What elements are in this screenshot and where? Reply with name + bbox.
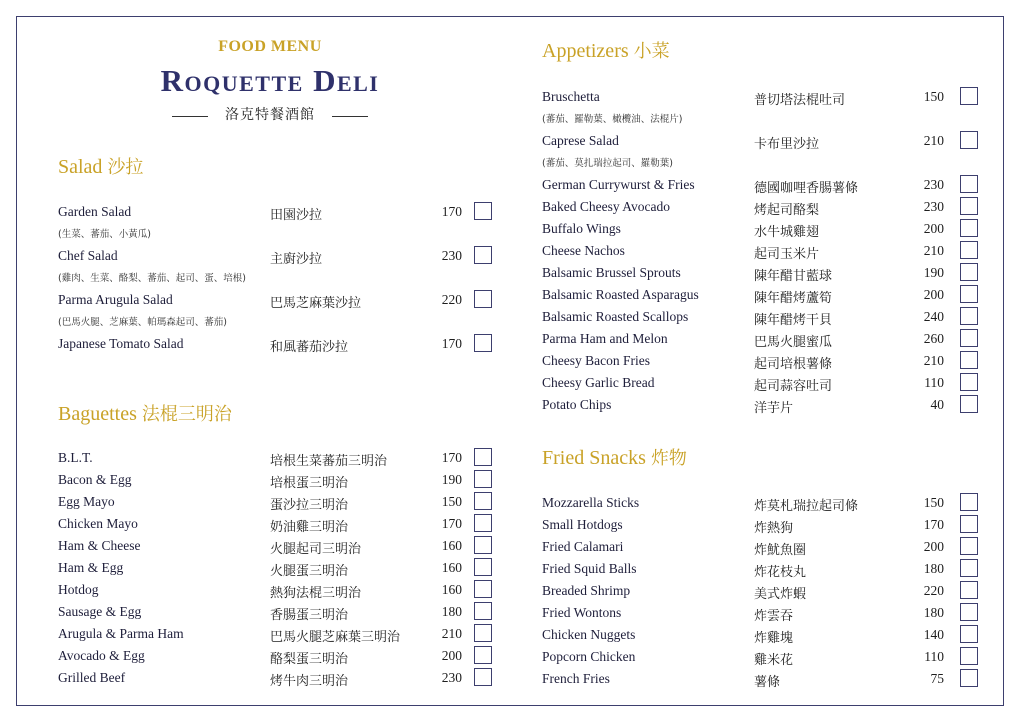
- item-name-en: Balsamic Roasted Asparagus: [542, 287, 699, 302]
- item-name-zh: 起司玉米片: [754, 247, 820, 262]
- item-price: 150: [923, 89, 944, 104]
- item-price: 110: [924, 649, 944, 664]
- item-name-zh: 水牛城雞翅: [754, 225, 820, 240]
- order-checkbox[interactable]: [474, 290, 492, 308]
- item-price: 200: [923, 221, 944, 236]
- order-checkbox[interactable]: [960, 197, 978, 215]
- item-name-zh: 起司培根薯條: [754, 357, 833, 372]
- divider-right: [332, 116, 368, 117]
- item-price: 150: [441, 494, 462, 509]
- item-description: (生菜、蕃茄、小黃瓜): [58, 229, 151, 240]
- item-name-zh: 炸熱狗: [754, 521, 794, 536]
- order-checkbox[interactable]: [960, 263, 978, 281]
- menu-item: [542, 353, 982, 373]
- item-name-en: Fried Calamari: [542, 539, 624, 554]
- item-name-zh: 培根生菜蕃茄三明治: [270, 454, 388, 469]
- order-checkbox[interactable]: [960, 669, 978, 687]
- menu-item: [58, 204, 498, 240]
- item-price: 210: [923, 133, 944, 148]
- food-menu-label: FOOD MENU: [218, 38, 322, 55]
- item-price: 40: [930, 397, 944, 412]
- item-name-zh: 炸雲吞: [754, 609, 794, 624]
- item-name-en: Small Hotdogs: [542, 517, 623, 532]
- order-checkbox[interactable]: [474, 668, 492, 686]
- item-name-en: French Fries: [542, 671, 610, 686]
- order-checkbox[interactable]: [960, 625, 978, 643]
- item-name-en: Chicken Nuggets: [542, 627, 636, 642]
- item-name-en: Buffalo Wings: [542, 221, 621, 236]
- order-checkbox[interactable]: [474, 624, 492, 642]
- item-name-zh: 田園沙拉: [270, 208, 323, 223]
- item-name-zh: 蛋沙拉三明治: [270, 498, 349, 513]
- menu-item: [542, 397, 982, 417]
- item-name-zh: 炸花枝丸: [754, 565, 807, 580]
- order-checkbox[interactable]: [960, 175, 978, 193]
- order-checkbox[interactable]: [960, 351, 978, 369]
- section-title-en: Salad: [58, 156, 103, 178]
- item-price: 230: [923, 199, 944, 214]
- item-price: 170: [923, 517, 944, 532]
- item-description: (雞肉、生菜、酪梨、蕃茄、起司、蛋、培根): [58, 273, 246, 284]
- menu-item: [58, 560, 498, 580]
- menu-item: [58, 648, 498, 668]
- menu-item: [542, 561, 982, 581]
- item-price: 200: [923, 287, 944, 302]
- menu-item: [58, 604, 498, 624]
- section-title-salad: [58, 153, 143, 179]
- menu-item: [58, 670, 498, 690]
- section-title-zh: 沙拉: [107, 157, 144, 178]
- item-price: 75: [930, 671, 944, 686]
- item-name-zh: 德國咖哩香腸薯條: [754, 181, 859, 196]
- order-checkbox[interactable]: [474, 246, 492, 264]
- item-price: 230: [441, 248, 462, 263]
- section-title-appetizers: [542, 37, 670, 63]
- menu-item: [542, 583, 982, 603]
- item-name-zh: 烤牛肉三明治: [270, 674, 349, 689]
- item-price: 160: [441, 560, 462, 575]
- item-price: 170: [441, 516, 462, 531]
- item-name-zh: 培根蛋三明治: [270, 476, 349, 491]
- item-price: 160: [441, 538, 462, 553]
- menu-item: [542, 671, 982, 691]
- order-checkbox[interactable]: [960, 307, 978, 325]
- item-name-en: Balsamic Brussel Sprouts: [542, 265, 681, 280]
- order-checkbox[interactable]: [474, 514, 492, 532]
- menu-item: [58, 494, 498, 514]
- menu-item: [542, 221, 982, 241]
- item-name-zh: 火腿起司三明治: [270, 542, 362, 557]
- item-price: 210: [923, 243, 944, 258]
- item-name-en: Avocado & Egg: [58, 648, 145, 663]
- item-name-en: Grilled Beef: [58, 670, 126, 685]
- order-checkbox[interactable]: [960, 559, 978, 577]
- menu-item: [542, 517, 982, 537]
- order-checkbox[interactable]: [960, 241, 978, 259]
- item-name-zh: 美式炸蝦: [754, 587, 807, 602]
- item-name-en: Potato Chips: [542, 397, 612, 412]
- order-checkbox[interactable]: [474, 602, 492, 620]
- item-name-zh: 洋芋片: [754, 401, 794, 416]
- item-name-zh: 炸雞塊: [754, 631, 794, 646]
- item-name-zh: 烤起司酪梨: [754, 203, 820, 218]
- item-name-en: Ham & Cheese: [58, 538, 141, 553]
- item-name-zh: 奶油雞三明治: [270, 520, 349, 535]
- item-price: 140: [923, 627, 944, 642]
- section-title-en: Fried Snacks: [542, 447, 646, 469]
- item-name-zh: 熱狗法棍三明治: [270, 586, 362, 601]
- item-name-zh: 卡布里沙拉: [754, 137, 820, 152]
- order-checkbox[interactable]: [474, 580, 492, 598]
- item-price: 150: [923, 495, 944, 510]
- order-checkbox[interactable]: [960, 285, 978, 303]
- order-checkbox[interactable]: [474, 492, 492, 510]
- menu-item: [542, 331, 982, 351]
- item-name-en: Cheesy Bacon Fries: [542, 353, 650, 368]
- item-name-zh: 陳年醋甘藍球: [754, 269, 833, 284]
- order-checkbox[interactable]: [474, 536, 492, 554]
- item-name-en: Balsamic Roasted Scallops: [542, 309, 689, 324]
- item-name-en: Chef Salad: [58, 248, 118, 263]
- item-name-zh: 炸莫札瑞拉起司條: [754, 499, 859, 514]
- item-name-zh: 巴馬芝麻葉沙拉: [270, 296, 362, 311]
- menu-item: [542, 287, 982, 307]
- order-checkbox[interactable]: [960, 493, 978, 511]
- item-name-en: Ham & Egg: [58, 560, 124, 575]
- section-title-fried-snacks: [542, 444, 687, 470]
- menu-item: [58, 472, 498, 492]
- item-price: 220: [923, 583, 944, 598]
- menu-item: [542, 539, 982, 559]
- order-checkbox[interactable]: [474, 646, 492, 664]
- order-checkbox[interactable]: [960, 329, 978, 347]
- menu-item: [58, 248, 498, 284]
- item-name-zh: 陳年醋烤蘆筍: [754, 291, 833, 306]
- item-name-en: Bruschetta: [542, 89, 600, 104]
- item-price: 170: [441, 336, 462, 351]
- menu-item: [542, 309, 982, 329]
- menu-item: [542, 265, 982, 285]
- item-name-zh: 雞米花: [754, 653, 794, 668]
- item-name-en: Cheese Nachos: [542, 243, 625, 258]
- menu-item: [58, 626, 498, 646]
- item-name-en: Bacon & Egg: [58, 472, 132, 487]
- item-name-en: Arugula & Parma Ham: [58, 626, 184, 641]
- item-price: 170: [441, 204, 462, 219]
- section-title-zh: 小菜: [633, 41, 670, 62]
- item-name-en: Cheesy Garlic Bread: [542, 375, 655, 390]
- section-title-en: Baguettes: [58, 403, 137, 425]
- item-name-en: Mozzarella Sticks: [542, 495, 640, 510]
- order-checkbox[interactable]: [960, 87, 978, 105]
- item-name-zh: 巴馬火腿蜜瓜: [754, 335, 833, 350]
- menu-item: [58, 292, 498, 328]
- item-name-en: Popcorn Chicken: [542, 649, 636, 664]
- item-name-zh: 炸魷魚圈: [754, 543, 807, 558]
- item-price: 220: [441, 292, 462, 307]
- section-title-baguettes: [58, 400, 232, 426]
- item-price: 200: [923, 539, 944, 554]
- menu-item: [58, 582, 498, 602]
- item-price: 230: [923, 177, 944, 192]
- menu-item: [58, 538, 498, 558]
- menu-item: [58, 336, 498, 356]
- menu-item: [542, 649, 982, 669]
- item-price: 180: [923, 561, 944, 576]
- item-name-en: B.L.T.: [58, 450, 93, 465]
- item-name-en: Japanese Tomato Salad: [58, 336, 184, 351]
- item-price: 200: [441, 648, 462, 663]
- item-name-zh: 酪梨蛋三明治: [270, 652, 349, 667]
- item-price: 190: [441, 472, 462, 487]
- item-price: 160: [441, 582, 462, 597]
- menu-item: [542, 495, 982, 515]
- order-checkbox[interactable]: [960, 219, 978, 237]
- item-name-zh: 陳年醋烤干貝: [754, 313, 833, 328]
- order-checkbox[interactable]: [960, 581, 978, 599]
- item-price: 180: [441, 604, 462, 619]
- order-checkbox[interactable]: [960, 131, 978, 149]
- item-name-en: Fried Squid Balls: [542, 561, 637, 576]
- item-price: 110: [924, 375, 944, 390]
- order-checkbox[interactable]: [474, 470, 492, 488]
- menu-item: [58, 450, 498, 470]
- order-checkbox[interactable]: [474, 202, 492, 220]
- item-name-en: Garden Salad: [58, 204, 132, 219]
- item-description: (蕃茄、莫扎瑞拉起司、羅勒葉): [542, 158, 673, 169]
- item-name-en: Egg Mayo: [58, 494, 115, 509]
- item-name-zh: 和風蕃茄沙拉: [270, 340, 349, 355]
- menu-item: [542, 177, 982, 197]
- item-name-en: Breaded Shrimp: [542, 583, 631, 598]
- section-title-zh: 炸物: [650, 448, 687, 469]
- order-checkbox[interactable]: [960, 647, 978, 665]
- item-price: 190: [923, 265, 944, 280]
- item-name-en: Sausage & Egg: [58, 604, 142, 619]
- item-description: (蕃茄、羅勒葉、橄欖油、法棍片): [542, 114, 683, 125]
- menu-item: [542, 133, 982, 169]
- item-name-en: Baked Cheesy Avocado: [542, 199, 670, 214]
- order-checkbox[interactable]: [960, 373, 978, 391]
- item-name-en: Hotdog: [58, 582, 99, 597]
- item-name-zh: 主廚沙拉: [270, 252, 323, 267]
- item-name-en: German Currywurst & Fries: [542, 177, 695, 192]
- order-checkbox[interactable]: [960, 603, 978, 621]
- item-price: 260: [923, 331, 944, 346]
- item-name-zh: 火腿蛋三明治: [270, 564, 349, 579]
- item-price: 180: [923, 605, 944, 620]
- menu-item: [542, 199, 982, 219]
- item-name-en: Chicken Mayo: [58, 516, 138, 531]
- menu-item: [542, 375, 982, 395]
- item-name-zh: 香腸蛋三明治: [270, 608, 349, 623]
- item-name-zh: 普切塔法棍吐司: [754, 93, 846, 108]
- item-price: 210: [923, 353, 944, 368]
- order-checkbox[interactable]: [960, 515, 978, 533]
- item-name-en: Fried Wontons: [542, 605, 622, 620]
- section-title-en: Appetizers: [542, 40, 629, 62]
- menu-item: [58, 516, 498, 536]
- item-name-zh: 巴馬火腿芝麻葉三明治: [270, 630, 401, 645]
- item-price: 210: [441, 626, 462, 641]
- order-checkbox[interactable]: [474, 334, 492, 352]
- restaurant-chinese-name: 洛克特餐酒館: [225, 107, 315, 123]
- menu-item: [542, 605, 982, 625]
- order-checkbox[interactable]: [960, 395, 978, 413]
- section-title-zh: 法棍三明治: [141, 404, 232, 425]
- order-checkbox[interactable]: [474, 558, 492, 576]
- item-description: (巴馬火腿、芝麻葉、帕瑪森起司、蕃茄): [58, 317, 227, 328]
- item-name-zh: 薯條: [754, 675, 781, 690]
- order-checkbox[interactable]: [960, 537, 978, 555]
- item-price: 230: [441, 670, 462, 685]
- order-checkbox[interactable]: [474, 448, 492, 466]
- menu-item: [542, 627, 982, 647]
- menu-item: [542, 243, 982, 263]
- item-price: 170: [441, 450, 462, 465]
- menu-item: [542, 89, 982, 125]
- item-name-zh: 起司蒜容吐司: [754, 379, 833, 394]
- restaurant-name: Roquette Deli: [160, 63, 380, 98]
- item-name-en: Parma Arugula Salad: [58, 292, 173, 307]
- item-name-en: Parma Ham and Melon: [542, 331, 668, 346]
- item-name-en: Caprese Salad: [542, 133, 619, 148]
- item-price: 240: [923, 309, 944, 324]
